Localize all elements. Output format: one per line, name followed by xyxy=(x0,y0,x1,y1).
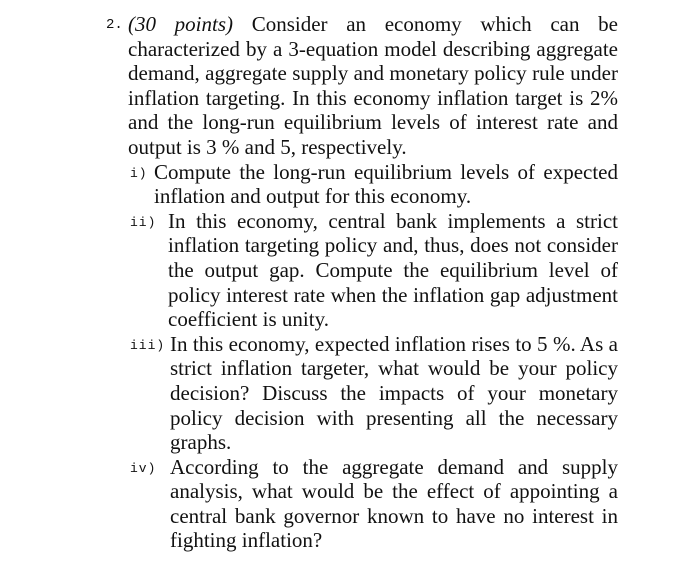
part-ii xyxy=(108,209,618,332)
question-parts xyxy=(108,160,618,554)
question-number: 2. xyxy=(106,17,123,33)
part-text: According to the aggregate demand and supply analysis, what would be the effect of appointing a central bank governor known to have no interest in fighting inflation? xyxy=(170,454,618,553)
part-text: In this economy, central bank implements a strict inflation targeting policy and, thus, does not consider the output gap. Compute the equilibrium level of policy interest rate when the inflation gap adjustment coefficient is unity. xyxy=(168,208,618,332)
part-text: Compute the long-run equilibrium levels of expected inflation and output for this economy. xyxy=(154,159,618,209)
part-iii xyxy=(108,332,618,455)
question-stem xyxy=(128,12,618,160)
part-marker: iii) xyxy=(130,337,166,353)
question-points: (30 points) xyxy=(128,12,234,36)
part-text: In this economy, expected inflation rises to 5 %. As a strict inflation targeter, what would be your policy decision? Discuss the impacts of your monetary policy decision with presenting all the necessary graphs. xyxy=(170,331,618,455)
part-marker: iv) xyxy=(130,460,157,476)
part-marker: ii) xyxy=(130,214,157,230)
part-i xyxy=(108,160,618,209)
part-iv xyxy=(108,455,618,553)
part-marker: i) xyxy=(130,165,148,181)
question-text: Consider an economy which can be characterized by a 3-equation model describing aggregate demand, aggregate supply and monetary policy rule under inflation targeting. In this economy inflation target is 2% and the long-run equilibrium levels of interest rate and output is 3 % and 5, respectively. xyxy=(128,12,619,159)
question-block xyxy=(108,12,618,553)
